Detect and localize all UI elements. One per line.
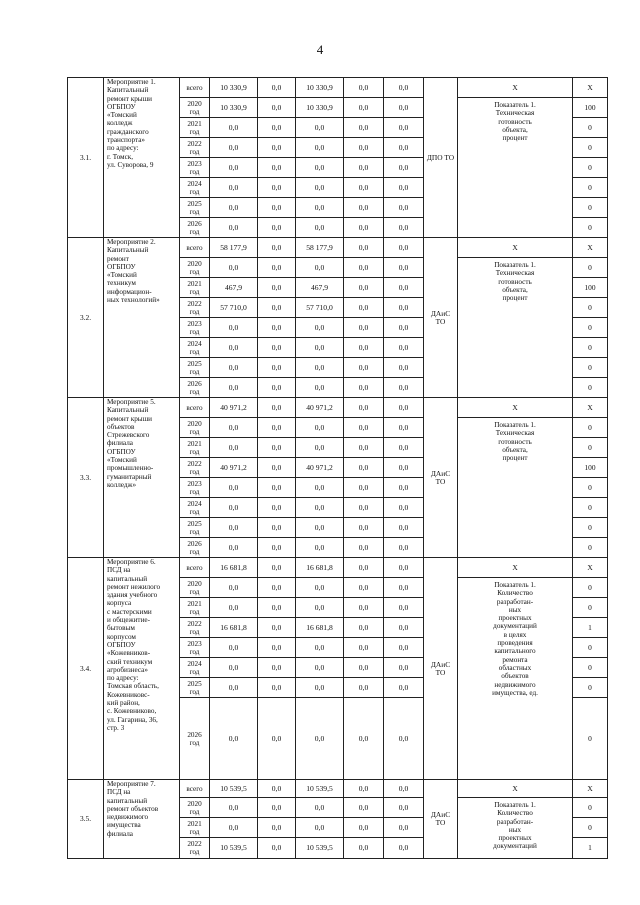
amount-cell: 0,0 [296,798,344,818]
amount-cell: 0,0 [344,578,384,598]
amount-cell: 0,0 [296,178,344,198]
amount-cell: 0,0 [210,318,258,338]
indicator-value: 0 [573,138,608,158]
amount-cell: 0,0 [210,158,258,178]
amount-cell: 0,0 [258,158,296,178]
amount-cell: 0,0 [384,378,424,398]
amount-cell: 40 971,2 [296,398,344,418]
indicator-header: Х [458,780,573,798]
indicator-name: Показатель 1. Техническая готовность объекта, процент [458,418,573,558]
indicator-value: Х [573,78,608,98]
indicator-value: Х [573,238,608,258]
amount-cell: 0,0 [258,358,296,378]
amount-cell: 0,0 [210,498,258,518]
amount-cell: 0,0 [210,538,258,558]
amount-cell: 0,0 [210,578,258,598]
program-table [67,77,608,859]
amount-cell: 0,0 [344,638,384,658]
section-number: 3.3. [68,398,104,558]
indicator-value: 0 [573,818,608,838]
amount-cell: 0,0 [384,780,424,798]
amount-cell: 0,0 [296,518,344,538]
amount-cell: 0,0 [258,278,296,298]
indicator-value: 0 [573,358,608,378]
amount-cell: 0,0 [344,478,384,498]
amount-cell: 0,0 [296,418,344,438]
measure-name: Мероприятие 2. Капитальный ремонт ОГБПОУ «Томский техникум информацион- ных технологий» [104,238,180,398]
amount-cell: 0,0 [344,118,384,138]
amount-cell: 0,0 [344,78,384,98]
indicator-value: Х [573,780,608,798]
amount-cell: 0,0 [344,278,384,298]
amount-cell: 0,0 [296,218,344,238]
amount-cell: 0,0 [258,318,296,338]
indicator-value: 0 [573,638,608,658]
amount-cell: 0,0 [210,198,258,218]
year-label: 2021 год [180,438,210,458]
amount-cell: 0,0 [384,518,424,538]
amount-cell: 0,0 [296,658,344,678]
page-number: 4 [316,42,324,57]
amount-cell: 10 539,5 [210,838,258,859]
amount-cell: 0,0 [384,838,424,859]
amount-cell: 0,0 [384,198,424,218]
indicator-name: Показатель 1. Количество разработан- ных проектных документаций в целях проведения капитального ремонта областных объектов недвижимого имущества, ед. [458,578,573,780]
amount-cell: 0,0 [344,258,384,278]
amount-cell: 467,9 [296,278,344,298]
amount-cell: 0,0 [258,198,296,218]
amount-cell: 0,0 [344,698,384,780]
amount-cell: 0,0 [210,258,258,278]
amount-cell: 0,0 [344,780,384,798]
amount-cell: 0,0 [384,798,424,818]
amount-cell: 57 710,0 [210,298,258,318]
amount-cell: 57 710,0 [296,298,344,318]
amount-cell: 10 330,9 [296,98,344,118]
amount-cell: 0,0 [384,598,424,618]
table-row [68,558,608,578]
amount-cell: 0,0 [384,538,424,558]
amount-cell: 0,0 [384,218,424,238]
table-row [68,78,608,98]
amount-cell: 0,0 [296,818,344,838]
amount-cell: 0,0 [210,338,258,358]
amount-cell: 0,0 [258,418,296,438]
amount-cell: 0,0 [258,678,296,698]
year-label: 2023 год [180,158,210,178]
year-label: 2022 год [180,298,210,318]
amount-cell: 58 177,9 [210,238,258,258]
amount-cell: 0,0 [296,538,344,558]
amount-cell: 0,0 [210,118,258,138]
amount-cell: 0,0 [210,218,258,238]
table-row [68,780,608,798]
period-label: всего [180,78,210,98]
amount-cell: 16 681,8 [210,618,258,638]
year-label: 2026 год [180,698,210,780]
amount-cell: 0,0 [344,378,384,398]
executor: ДАиС ТО [424,780,458,859]
amount-cell: 0,0 [258,658,296,678]
amount-cell: 0,0 [258,218,296,238]
amount-cell: 0,0 [258,298,296,318]
indicator-value: 1 [573,618,608,638]
amount-cell: 0,0 [344,218,384,238]
section-number: 3.4. [68,558,104,780]
year-label: 2023 год [180,478,210,498]
amount-cell: 0,0 [210,478,258,498]
amount-cell: 0,0 [384,558,424,578]
amount-cell: 0,0 [384,658,424,678]
amount-cell: 0,0 [258,698,296,780]
amount-cell: 0,0 [384,158,424,178]
amount-cell: 0,0 [344,398,384,418]
amount-cell: 0,0 [296,478,344,498]
section-number: 3.5. [68,780,104,859]
amount-cell: 0,0 [344,298,384,318]
amount-cell: 0,0 [384,298,424,318]
amount-cell: 0,0 [344,538,384,558]
amount-cell: 0,0 [384,358,424,378]
amount-cell: 10 539,5 [296,838,344,859]
amount-cell: 0,0 [384,638,424,658]
year-label: 2020 год [180,98,210,118]
year-label: 2022 год [180,838,210,859]
amount-cell: 0,0 [296,498,344,518]
indicator-value: 100 [573,98,608,118]
amount-cell: 0,0 [344,798,384,818]
amount-cell: 0,0 [344,178,384,198]
amount-cell: 0,0 [258,98,296,118]
amount-cell: 0,0 [384,138,424,158]
executor: ДАиС ТО [424,238,458,398]
amount-cell: 10 330,9 [296,78,344,98]
indicator-value: 0 [573,218,608,238]
year-label: 2025 год [180,358,210,378]
period-label: всего [180,398,210,418]
indicator-value: 1 [573,838,608,859]
indicator-value: 0 [573,178,608,198]
amount-cell: 0,0 [258,258,296,278]
section-number: 3.1. [68,78,104,238]
amount-cell: 0,0 [384,438,424,458]
amount-cell: 0,0 [258,598,296,618]
amount-cell: 0,0 [258,538,296,558]
amount-cell: 0,0 [210,658,258,678]
amount-cell: 0,0 [210,598,258,618]
period-label: всего [180,558,210,578]
amount-cell: 0,0 [258,478,296,498]
amount-cell: 0,0 [344,198,384,218]
amount-cell: 0,0 [384,418,424,438]
amount-cell: 0,0 [258,178,296,198]
amount-cell: 0,0 [296,258,344,278]
amount-cell: 40 971,2 [210,398,258,418]
amount-cell: 0,0 [344,338,384,358]
measure-name: Мероприятие 5. Капитальный ремонт крыши объектов Стрежевского филиала ОГБПОУ «Томский промышленно- гуманитарный колледж» [104,398,180,558]
amount-cell: 0,0 [296,118,344,138]
measure-name: Мероприятие 1. Капитальный ремонт крыши ОГБПОУ «Томский колледж гражданского транспорта» по адресу: г. Томск, ул. Суворова, 9 [104,78,180,238]
indicator-header: Х [458,558,573,578]
amount-cell: 0,0 [344,558,384,578]
year-label: 2021 год [180,278,210,298]
amount-cell: 0,0 [210,358,258,378]
amount-cell: 10 539,5 [296,780,344,798]
amount-cell: 0,0 [210,178,258,198]
indicator-value: 0 [573,678,608,698]
indicator-name: Показатель 1. Техническая готовность объекта, процент [458,258,573,398]
amount-cell: 0,0 [344,358,384,378]
indicator-value: 0 [573,598,608,618]
amount-cell: 0,0 [296,698,344,780]
amount-cell: 0,0 [344,838,384,859]
amount-cell: 0,0 [258,338,296,358]
year-label: 2024 год [180,338,210,358]
amount-cell: 0,0 [344,98,384,118]
amount-cell: 0,0 [344,138,384,158]
amount-cell: 0,0 [344,438,384,458]
indicator-value: 0 [573,798,608,818]
indicator-value: 0 [573,438,608,458]
amount-cell: 0,0 [210,638,258,658]
amount-cell: 0,0 [384,618,424,638]
indicator-value: 0 [573,258,608,278]
amount-cell: 40 971,2 [296,458,344,478]
amount-cell: 0,0 [258,798,296,818]
year-label: 2025 год [180,198,210,218]
amount-cell: 0,0 [258,558,296,578]
amount-cell: 0,0 [384,98,424,118]
amount-cell: 0,0 [384,478,424,498]
amount-cell: 0,0 [258,518,296,538]
amount-cell: 0,0 [258,638,296,658]
year-label: 2026 год [180,218,210,238]
indicator-value: 0 [573,338,608,358]
amount-cell: 10 330,9 [210,78,258,98]
amount-cell: 0,0 [296,378,344,398]
amount-cell: 0,0 [210,518,258,538]
amount-cell: 0,0 [384,458,424,478]
indicator-value: 0 [573,518,608,538]
amount-cell: 0,0 [344,658,384,678]
year-label: 2022 год [180,618,210,638]
amount-cell: 0,0 [296,338,344,358]
indicator-name: Показатель 1. Техническая готовность объекта, процент [458,98,573,238]
amount-cell: 0,0 [344,458,384,478]
amount-cell: 0,0 [344,238,384,258]
amount-cell: 0,0 [258,780,296,798]
year-label: 2024 год [180,498,210,518]
executor: ДПО ТО [424,78,458,238]
table-body [68,78,608,859]
amount-cell: 0,0 [296,358,344,378]
indicator-value: 0 [573,538,608,558]
indicator-header: Х [458,78,573,98]
amount-cell: 0,0 [210,798,258,818]
amount-cell: 0,0 [296,598,344,618]
amount-cell: 0,0 [384,498,424,518]
period-label: всего [180,780,210,798]
indicator-value: Х [573,558,608,578]
indicator-value: 0 [573,298,608,318]
amount-cell: 0,0 [384,678,424,698]
year-label: 2026 год [180,378,210,398]
amount-cell: 0,0 [384,278,424,298]
amount-cell: 16 681,8 [296,558,344,578]
executor: ДАиС ТО [424,398,458,558]
amount-cell: 0,0 [210,418,258,438]
year-label: 2020 год [180,578,210,598]
amount-cell: 467,9 [210,278,258,298]
executor: ДАиС ТО [424,558,458,780]
measure-name: Мероприятие 7. ПСД на капитальный ремонт объектов недвижимого имущества филиала [104,780,180,859]
year-label: 2025 год [180,678,210,698]
amount-cell: 16 681,8 [296,618,344,638]
amount-cell: 0,0 [296,318,344,338]
year-label: 2023 год [180,638,210,658]
amount-cell: 0,0 [296,678,344,698]
amount-cell: 0,0 [258,138,296,158]
measure-name: Мероприятие 6. ПСД на капитальный ремонт нежилого здания учебного корпуса с мастерскими и общежитие- бытовым корпусом ОГБПОУ «Кожевников- ский техникум агробизнеса» по адресу: Томская область, Кожевниковс- кий район, с. Кожевниково, ул. Гагарина, 36, стр. 3 [104,558,180,780]
year-label: 2020 год [180,258,210,278]
amount-cell: 0,0 [384,698,424,780]
amount-cell: 0,0 [258,78,296,98]
table-row [68,398,608,418]
amount-cell: 0,0 [344,158,384,178]
period-label: всего [180,238,210,258]
indicator-value: 0 [573,498,608,518]
year-label: 2020 год [180,798,210,818]
indicator-value: 100 [573,278,608,298]
amount-cell: 0,0 [258,818,296,838]
year-label: 2022 год [180,458,210,478]
amount-cell: 0,0 [258,578,296,598]
indicator-value: 0 [573,198,608,218]
indicator-value: 0 [573,478,608,498]
indicator-value: 0 [573,378,608,398]
indicator-value: 0 [573,658,608,678]
amount-cell: 0,0 [296,158,344,178]
amount-cell: 0,0 [258,618,296,638]
amount-cell: 0,0 [344,598,384,618]
year-label: 2025 год [180,518,210,538]
year-label: 2021 год [180,118,210,138]
amount-cell: 0,0 [344,518,384,538]
amount-cell: 0,0 [296,638,344,658]
amount-cell: 0,0 [344,618,384,638]
amount-cell: 0,0 [258,118,296,138]
amount-cell: 0,0 [384,238,424,258]
amount-cell: 0,0 [258,458,296,478]
indicator-header: Х [458,398,573,418]
indicator-value: 0 [573,418,608,438]
amount-cell: 0,0 [384,318,424,338]
section-number: 3.2. [68,238,104,398]
table-row [68,238,608,258]
amount-cell: 0,0 [210,818,258,838]
indicator-header: Х [458,238,573,258]
amount-cell: 0,0 [344,318,384,338]
amount-cell: 0,0 [384,398,424,418]
amount-cell: 0,0 [258,398,296,418]
amount-cell: 40 971,2 [210,458,258,478]
amount-cell: 0,0 [296,138,344,158]
amount-cell: 0,0 [296,438,344,458]
year-label: 2024 год [180,658,210,678]
year-label: 2020 год [180,418,210,438]
amount-cell: 0,0 [344,678,384,698]
amount-cell: 0,0 [210,698,258,780]
amount-cell: 0,0 [210,678,258,698]
amount-cell: 10 539,5 [210,780,258,798]
indicator-value: 0 [573,118,608,138]
amount-cell: 0,0 [384,258,424,278]
amount-cell: 0,0 [296,198,344,218]
amount-cell: 0,0 [344,418,384,438]
year-label: 2026 год [180,538,210,558]
amount-cell: 0,0 [384,578,424,598]
amount-cell: 0,0 [296,578,344,598]
year-label: 2023 год [180,318,210,338]
indicator-value: 0 [573,698,608,780]
year-label: 2021 год [180,818,210,838]
indicator-value: Х [573,398,608,418]
amount-cell: 0,0 [384,338,424,358]
year-label: 2022 год [180,138,210,158]
indicator-value: 0 [573,318,608,338]
year-label: 2021 год [180,598,210,618]
indicator-value: 0 [573,578,608,598]
indicator-value: 100 [573,458,608,478]
indicator-value: 0 [573,158,608,178]
indicator-name: Показатель 1. Количество разработан- ных проектных документаций [458,798,573,859]
amount-cell: 10 330,9 [210,98,258,118]
year-label: 2024 год [180,178,210,198]
amount-cell: 0,0 [258,438,296,458]
amount-cell: 0,0 [384,818,424,838]
amount-cell: 0,0 [210,378,258,398]
amount-cell: 0,0 [258,238,296,258]
amount-cell: 58 177,9 [296,238,344,258]
amount-cell: 0,0 [384,118,424,138]
amount-cell: 16 681,8 [210,558,258,578]
amount-cell: 0,0 [344,498,384,518]
amount-cell: 0,0 [258,378,296,398]
amount-cell: 0,0 [344,818,384,838]
amount-cell: 0,0 [384,78,424,98]
amount-cell: 0,0 [258,838,296,859]
amount-cell: 0,0 [210,138,258,158]
amount-cell: 0,0 [258,498,296,518]
amount-cell: 0,0 [210,438,258,458]
amount-cell: 0,0 [384,178,424,198]
